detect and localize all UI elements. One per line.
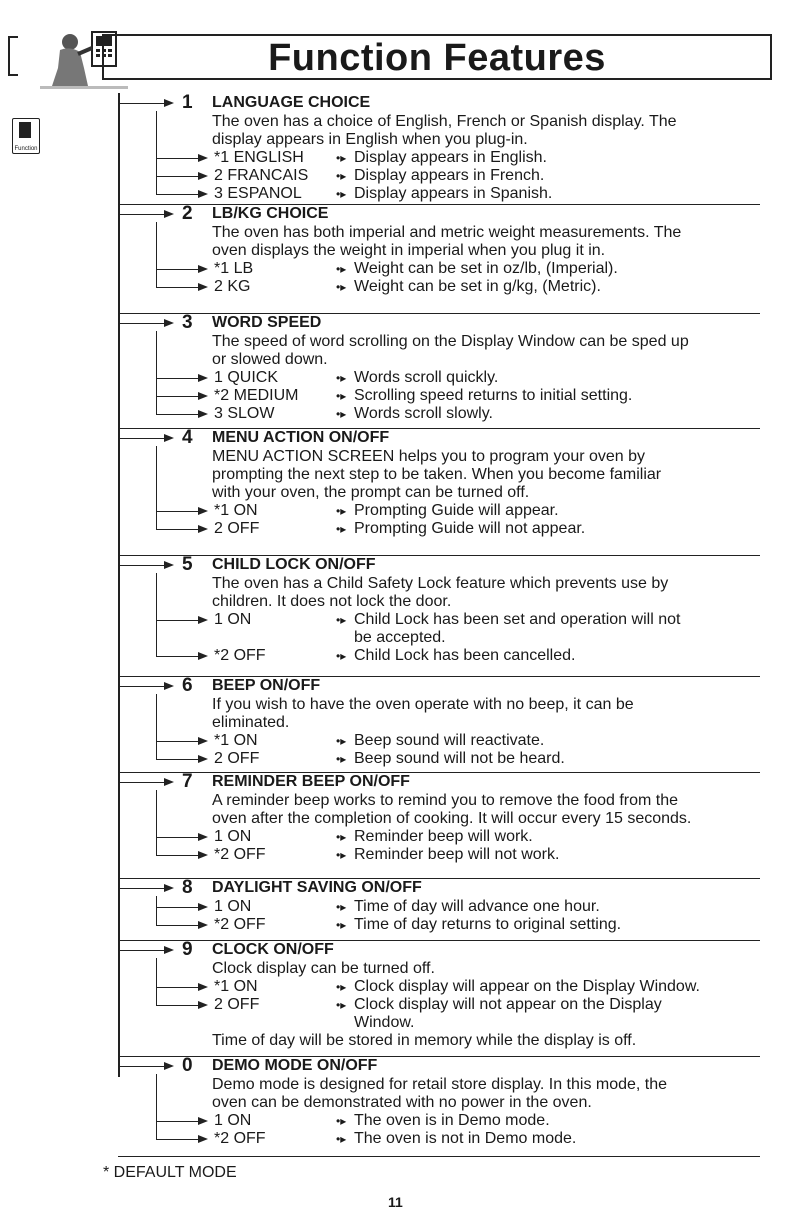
option-description: Beep sound will not be heard. [354, 750, 565, 767]
option-branch-line [156, 790, 157, 855]
section-number: 9 [182, 939, 193, 960]
section-description-line: The oven has a choice of English, French or Spanish display. The [212, 113, 677, 130]
option-label: *1 ON [214, 978, 258, 995]
section-number: 1 [182, 92, 193, 113]
section-arrow-icon [118, 565, 170, 566]
section-description-line: If you wish to have the oven operate with no beep, it can be [212, 696, 634, 713]
option-branch-line [156, 111, 157, 194]
option-label: *2 MEDIUM [214, 387, 299, 404]
section-title: LB/KG CHOICE [212, 205, 329, 222]
result-arrow-icon: •▸ [336, 151, 347, 165]
option-description: Time of day will advance one hour. [354, 898, 600, 915]
result-arrow-icon: •▸ [336, 187, 347, 201]
option-arrow-icon [156, 1005, 204, 1006]
page-title: Function Features [268, 37, 606, 79]
option-arrow-icon [156, 1139, 204, 1140]
option-description: The oven is not in Demo mode. [354, 1130, 577, 1147]
option-description: Weight can be set in g/kg, (Metric). [354, 278, 601, 295]
option-label: *2 OFF [214, 846, 266, 863]
header-bracket [8, 36, 18, 76]
option-branch-line [156, 222, 157, 287]
option-branch-line [156, 694, 157, 759]
feature-section [118, 772, 760, 879]
feature-section [118, 676, 760, 773]
result-arrow-icon: •▸ [336, 830, 347, 844]
result-arrow-icon: •▸ [336, 649, 347, 663]
option-description: Reminder beep will work. [354, 828, 533, 845]
section-note-line: Time of day will be stored in memory while the display is off. [212, 1032, 637, 1049]
option-label: 2 FRANCAIS [214, 167, 309, 184]
result-arrow-icon: •▸ [336, 504, 347, 518]
section-number: 3 [182, 312, 193, 333]
option-label: 2 KG [214, 278, 251, 295]
result-arrow-icon: •▸ [336, 280, 347, 294]
option-label: 3 SLOW [214, 405, 275, 422]
feature-section [118, 428, 760, 556]
section-arrow-icon [118, 888, 170, 889]
feature-section [118, 204, 760, 314]
section-title: MENU ACTION ON/OFF [212, 429, 390, 446]
option-arrow-icon [156, 396, 204, 397]
option-label: 2 OFF [214, 520, 260, 537]
section-description-line: Demo mode is designed for retail store display. In this mode, the [212, 1076, 668, 1093]
option-arrow-icon [156, 511, 204, 512]
option-label: 1 ON [214, 1112, 252, 1129]
section-description-line: Clock display can be turned off. [212, 960, 435, 977]
option-label: 1 ON [214, 828, 252, 845]
section-number: 0 [182, 1055, 193, 1076]
option-label: 1 QUICK [214, 369, 279, 386]
section-description-line: The speed of word scrolling on the Display Window can be sped up [212, 333, 689, 350]
option-label: *1 LB [214, 260, 254, 277]
option-description: Scrolling speed returns to initial setting. [354, 387, 633, 404]
option-arrow-icon [156, 529, 204, 530]
section-description-line: children. It does not lock the door. [212, 593, 452, 610]
function-tab-icon [19, 122, 31, 138]
function-tab-label: Function [14, 146, 38, 152]
section-arrow-icon [118, 323, 170, 324]
section-description-line: with your oven, the prompt can be turned off. [212, 484, 530, 501]
option-arrow-icon [156, 287, 204, 288]
option-label: *1 ON [214, 502, 258, 519]
option-label: 3 ESPANOL [214, 185, 302, 202]
section-arrow-icon [118, 782, 170, 783]
section-title: LANGUAGE CHOICE [212, 94, 371, 111]
option-description: Words scroll quickly. [354, 369, 499, 386]
footnote: * DEFAULT MODE [103, 1164, 237, 1181]
option-branch-line [156, 958, 157, 1005]
title-box [102, 34, 772, 80]
option-description: The oven is in Demo mode. [354, 1112, 550, 1129]
section-arrow-icon [118, 214, 170, 215]
section-title: DEMO MODE ON/OFF [212, 1057, 378, 1074]
option-label: 1 ON [214, 611, 252, 628]
option-description: Child Lock has been cancelled. [354, 647, 576, 664]
feature-section [118, 555, 760, 677]
feature-section [118, 93, 760, 205]
option-description: Clock display will appear on the Display Window. [354, 978, 700, 995]
option-label: *1 ON [214, 732, 258, 749]
section-arrow-icon [118, 438, 170, 439]
result-arrow-icon: •▸ [336, 918, 347, 932]
section-number: 7 [182, 771, 193, 792]
feature-section [118, 878, 760, 941]
section-title: REMINDER BEEP ON/OFF [212, 773, 410, 790]
result-arrow-icon: •▸ [336, 848, 347, 862]
section-number: 2 [182, 203, 193, 224]
option-description: Reminder beep will not work. [354, 846, 560, 863]
option-branch-line [156, 446, 157, 529]
option-description: Prompting Guide will appear. [354, 502, 559, 519]
option-arrow-icon [156, 925, 204, 926]
option-description: Display appears in Spanish. [354, 185, 553, 202]
result-arrow-icon: •▸ [336, 613, 347, 627]
option-branch-line [156, 1074, 157, 1139]
result-arrow-icon: •▸ [336, 998, 347, 1012]
page-number: 11 [388, 1194, 403, 1210]
section-description-line: oven displays the weight in imperial when you plug it in. [212, 242, 606, 259]
option-description: be accepted. [354, 629, 446, 646]
option-arrow-icon [156, 837, 204, 838]
option-description: Window. [354, 1014, 415, 1031]
option-arrow-icon [156, 378, 204, 379]
section-description-line: The oven has both imperial and metric weight measurements. The [212, 224, 682, 241]
section-description-line: MENU ACTION SCREEN helps you to program your oven by [212, 448, 646, 465]
result-arrow-icon: •▸ [336, 522, 347, 536]
option-label: *2 OFF [214, 647, 266, 664]
option-label: *2 OFF [214, 1130, 266, 1147]
option-description: Weight can be set in oz/lb, (Imperial). [354, 260, 618, 277]
section-number: 4 [182, 427, 193, 448]
result-arrow-icon: •▸ [336, 262, 347, 276]
option-arrow-icon [156, 656, 204, 657]
function-tab [12, 118, 40, 154]
option-arrow-icon [156, 176, 204, 177]
option-arrow-icon [156, 620, 204, 621]
result-arrow-icon: •▸ [336, 1114, 347, 1128]
result-arrow-icon: •▸ [336, 1132, 347, 1146]
option-arrow-icon [156, 741, 204, 742]
section-title: CLOCK ON/OFF [212, 941, 334, 958]
result-arrow-icon: •▸ [336, 980, 347, 994]
result-arrow-icon: •▸ [336, 389, 347, 403]
option-arrow-icon [156, 269, 204, 270]
option-arrow-icon [156, 759, 204, 760]
option-arrow-icon [156, 158, 204, 159]
option-arrow-icon [156, 855, 204, 856]
result-arrow-icon: •▸ [336, 900, 347, 914]
section-title: CHILD LOCK ON/OFF [212, 556, 376, 573]
option-description: Time of day returns to original setting. [354, 916, 622, 933]
option-branch-line [156, 896, 157, 925]
section-description-line: oven can be demonstrated with no power in the oven. [212, 1094, 592, 1111]
section-arrow-icon [118, 950, 170, 951]
feature-section [118, 1056, 760, 1157]
section-number: 6 [182, 675, 193, 696]
option-description: Display appears in French. [354, 167, 545, 184]
page-header [8, 28, 770, 80]
option-arrow-icon [156, 907, 204, 908]
option-arrow-icon [156, 1121, 204, 1122]
option-description: Prompting Guide will not appear. [354, 520, 586, 537]
section-description-line: prompting the next step to be taken. When you become familiar [212, 466, 662, 483]
section-arrow-icon [118, 1066, 170, 1067]
option-description: Words scroll slowly. [354, 405, 493, 422]
section-title: WORD SPEED [212, 314, 322, 331]
option-label: 2 OFF [214, 750, 260, 767]
section-number: 5 [182, 554, 193, 575]
feature-section [118, 313, 760, 429]
feature-section [118, 940, 760, 1057]
section-title: DAYLIGHT SAVING ON/OFF [212, 879, 422, 896]
section-description-line: oven after the completion of cooking. It will occur every 15 seconds. [212, 810, 692, 827]
option-label: 2 OFF [214, 996, 260, 1013]
section-arrow-icon [118, 686, 170, 687]
section-description-line: or slowed down. [212, 351, 328, 368]
option-description: Child Lock has been set and operation will not [354, 611, 681, 628]
option-arrow-icon [156, 987, 204, 988]
section-description-line: A reminder beep works to remind you to remove the food from the [212, 792, 679, 809]
option-description: Beep sound will reactivate. [354, 732, 545, 749]
option-arrow-icon [156, 414, 204, 415]
section-title: BEEP ON/OFF [212, 677, 321, 694]
section-description-line: display appears in English when you plug-in. [212, 131, 528, 148]
result-arrow-icon: •▸ [336, 407, 347, 421]
option-label: 1 ON [214, 898, 252, 915]
option-label: *2 OFF [214, 916, 266, 933]
option-description: Clock display will not appear on the Display [354, 996, 662, 1013]
option-label: *1 ENGLISH [214, 149, 304, 166]
option-branch-line [156, 573, 157, 656]
section-description-line: eliminated. [212, 714, 290, 731]
result-arrow-icon: •▸ [336, 752, 347, 766]
option-branch-line [156, 331, 157, 414]
option-arrow-icon [156, 194, 204, 195]
section-arrow-icon [118, 103, 170, 104]
option-description: Display appears in English. [354, 149, 547, 166]
result-arrow-icon: •▸ [336, 734, 347, 748]
section-number: 8 [182, 877, 193, 898]
result-arrow-icon: •▸ [336, 169, 347, 183]
result-arrow-icon: •▸ [336, 371, 347, 385]
section-description-line: The oven has a Child Safety Lock feature which prevents use by [212, 575, 669, 592]
